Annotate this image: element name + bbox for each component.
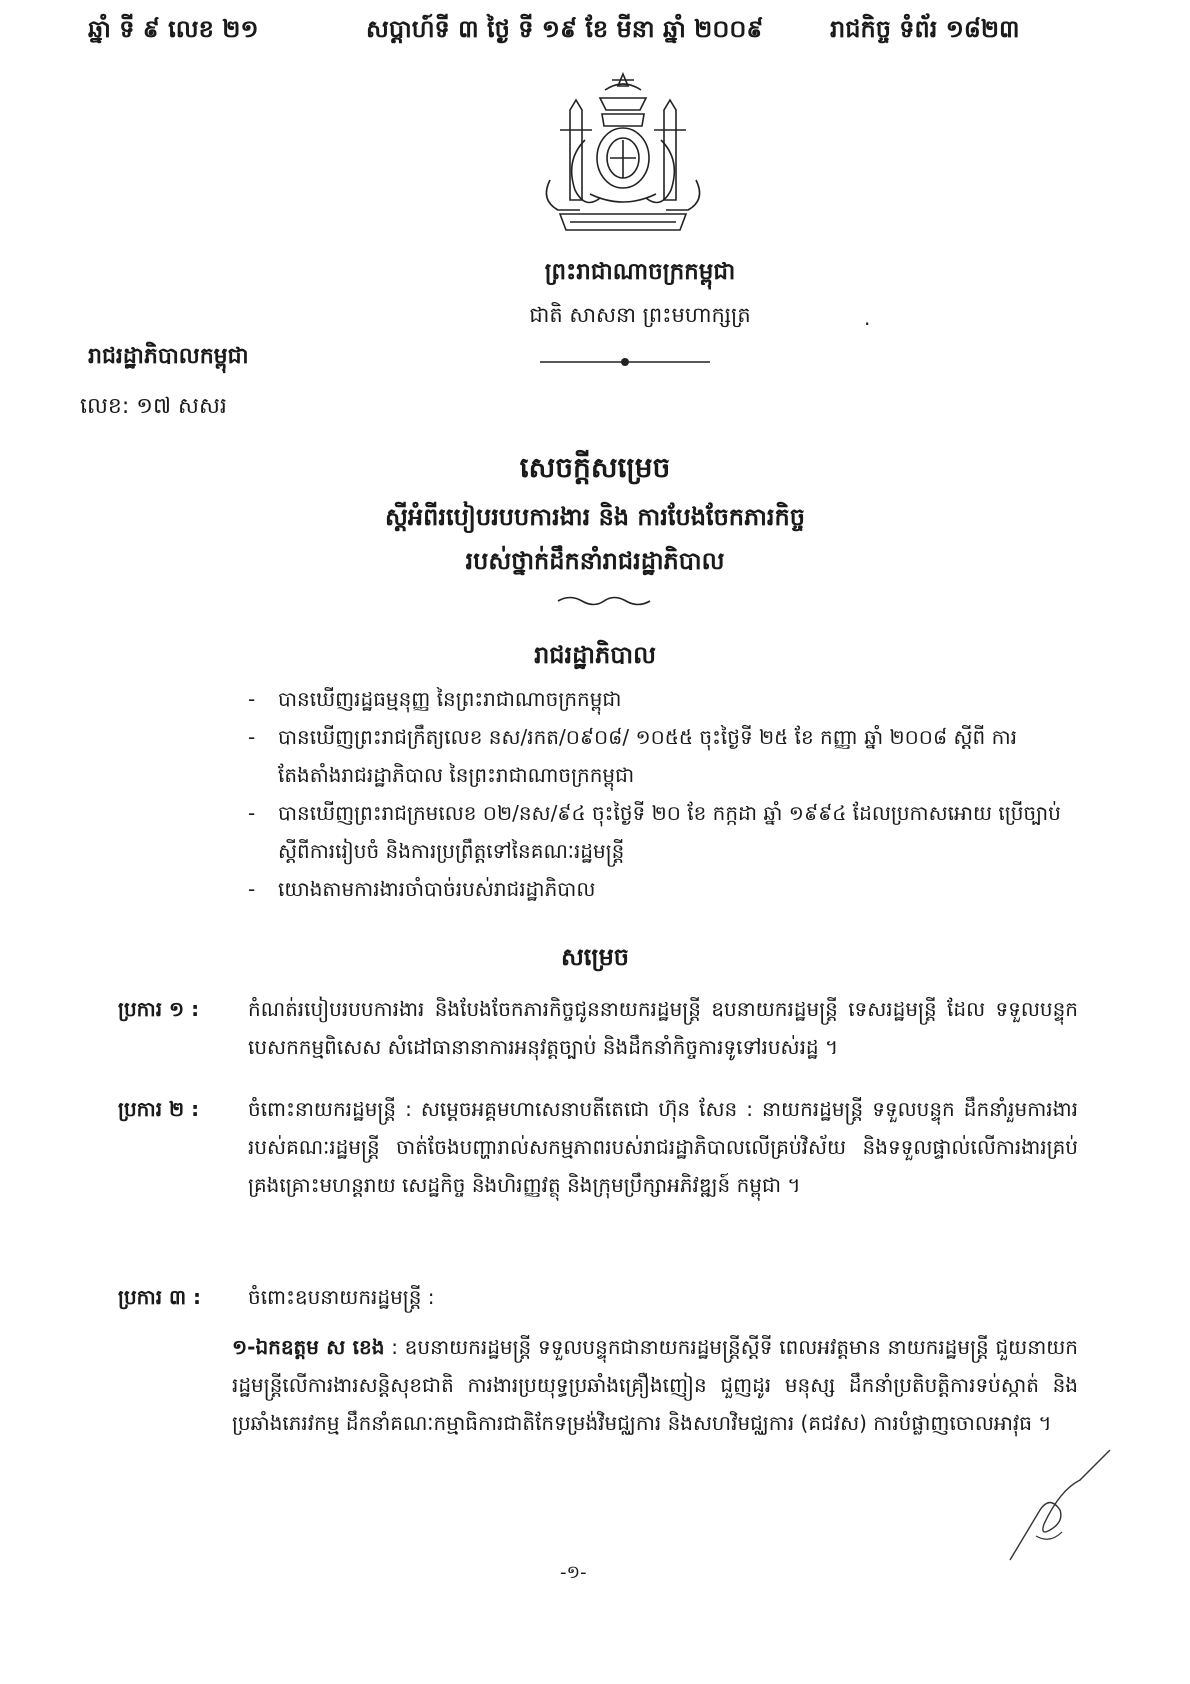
recitals-list bbox=[248, 680, 1078, 908]
recital-item: - យោងតាមការងារចាំបាច់របស់រាជរដ្ឋាភិបាល bbox=[248, 877, 596, 901]
kingdom-name: ព្រះរាជាណាចក្រកម្ពុជា bbox=[544, 259, 736, 285]
gazette-date: សប្ដាហ៍ទី ៣ ថ្ងៃ ទី ១៩ ខែ មីនា ឆ្នាំ ២០០៩ bbox=[366, 15, 764, 43]
government-heading: រាជរដ្ឋាភិបាល bbox=[534, 641, 656, 669]
gazette-page: រាជកិច្ច ទំព័រ ១៨២៣ bbox=[830, 15, 1020, 43]
recital-text: បានឃើញព្រះរាជក្រឹត្យលេខ នស/រកត/០៩០៨/ ១០៥៥ ចុះថ្ងៃទី ២៥ ខែ កញ្ញា ឆ្នាំ ២០០៨ ស្ដីពី ការតែងតាំងរាជរដ្ឋាភិបាល នៃព្រះរាជាណាចក្រកម្ពុជា bbox=[278, 725, 1017, 787]
handwritten-signature bbox=[1000, 1440, 1120, 1570]
motto-dots: . bbox=[864, 306, 871, 330]
issuing-office: រាជរដ្ឋាភិបាលកម្ពុជា bbox=[88, 344, 249, 369]
article-body: ចំពោះឧបនាយករដ្ឋមន្ត្រី : bbox=[248, 1285, 435, 1309]
recital-text: បានឃើញព្រះរាជក្រមលេខ ០២/នស/៩៤ ចុះថ្ងៃទី ២០ ខែ កក្កដា ឆ្នាំ ១៩៩៤ ដែលប្រកាសអោយ ប្រើច្បាប់ ស្ដីពីការរៀបចំ និងការប្រព្រឹត្តទៅនៃគណៈរដ្ឋមន្ត្រី bbox=[278, 801, 1061, 863]
subject-line-2: របស់ថ្នាក់ដឹកនាំរាជរដ្ឋាភិបាល bbox=[465, 547, 725, 575]
subject-line-1: ស្ដីអំពីរបៀបរបបការងារ និង ការបែងចែកភារកិច្ច bbox=[385, 503, 805, 531]
small-ornament-icon bbox=[556, 594, 652, 608]
page-number: -១- bbox=[560, 1562, 587, 1583]
recital-text: បានឃើញរដ្ឋធម្មនុញ្ញ នៃព្រះរាជាណាចក្រកម្ពុជា bbox=[278, 687, 622, 711]
national-motto: ជាតិ សាសនា ព្រះមហាក្សត្រ bbox=[529, 303, 751, 327]
recital-item: - បានឃើញព្រះរាជក្រមលេខ ០២/នស/៩៤ ចុះថ្ងៃទី ២០ ខែ កក្កដា ឆ្នាំ ១៩៩៤ ដែលប្រកាសអោយ ប្រើច្បាប់ ស្ដីពីការរៀបចំ និងការប្រព្រឹត្តទៅនៃគណៈរដ្ឋមន្ត្រី bbox=[248, 801, 1061, 863]
gazette-issue: ឆ្នាំ ទី ៩ លេខ ២១ bbox=[88, 15, 259, 43]
article-1 bbox=[118, 990, 1078, 1066]
deputy-pm-duties: : ឧបនាយករដ្ឋមន្ត្រី ទទួលបន្ទុកជានាយករដ្ឋមន្ត្រីស្ដីទី ពេលអវត្តមាន នាយករដ្ឋមន្ត្រី ជួយនាយករដ្ឋមន្ត្រីលើការងារសន្តិសុខជាតិ ការងារប្រយុទ្ធប្រឆាំងគ្រឿងញៀន ជួញដូរ មនុស្ស ដឹកនាំប្រតិបត្តិការទប់ស្កាត់ និងប្រឆាំងភេរវកម្ម ដឹកនាំគណៈកម្មាធិការជាតិកែទម្រង់វិមជ្ឈការ និងសហវិមជ្ឈការ (គជវស) ការបំផ្លាញចោលអាវុធ ។ bbox=[232, 1335, 1078, 1435]
article-label: ប្រការ ៣ : bbox=[118, 1285, 202, 1309]
recital-item: - បានឃើញរដ្ឋធម្មនុញ្ញ នៃព្រះរាជាណាចក្រកម្ពុជា bbox=[248, 687, 622, 711]
deputy-pm-item bbox=[232, 1328, 1078, 1442]
royal-coat-of-arms-emblem bbox=[530, 70, 716, 244]
article-label: ប្រការ ១ : bbox=[118, 997, 200, 1021]
decision-heading: សម្រេច bbox=[560, 943, 630, 971]
article-body: កំណត់របៀបរបបការងារ និងបែងចែកភារកិច្ចជូននាយករដ្ឋមន្ត្រី ឧបនាយករដ្ឋមន្ត្រី ទេសរដ្ឋមន្ត្រី ដែល ទទួលបន្ទុកបេសកកម្មពិសេស សំដៅធានានាការអនុវត្តច្បាប់ និងដឹកនាំកិច្ចការទូទៅរបស់រដ្ឋ ។ bbox=[248, 997, 1078, 1059]
article-3 bbox=[118, 1278, 1078, 1316]
article-body: ចំពោះនាយករដ្ឋមន្ត្រី : សម្ដេចអគ្គមហាសេនាបតីតេជោ ហ៊ុន សែន : នាយករដ្ឋមន្ត្រី ទទួលបន្ទុក ដឹកនាំរួមការងាររបស់គណៈរដ្ឋមន្ត្រី ចាត់ចែងបញ្ហារាល់សកម្មភាពរបស់រាជរដ្ឋាភិបាលលើគ្រប់វិស័យ និងទទួលផ្ទាល់លើការងារគ្រប់គ្រងគ្រោះមហន្តរាយ សេដ្ឋកិច្ច និងហិរញ្ញវត្ថុ និងក្រុមប្រឹក្សាអភិវឌ្ឍន៍ កម្ពុជា ។ bbox=[248, 1097, 1078, 1197]
recital-item: - បានឃើញព្រះរាជក្រឹត្យលេខ នស/រកត/០៩០៨/ ១០៥៥ ចុះថ្ងៃទី ២៥ ខែ កញ្ញា ឆ្នាំ ២០០៨ ស្ដីពី ការតែងតាំងរាជរដ្ឋាភិបាល នៃព្រះរាជាណាចក្រកម្ពុជា bbox=[248, 725, 1017, 787]
article-label: ប្រការ ២ : bbox=[118, 1097, 200, 1121]
ornamental-divider-icon bbox=[540, 355, 710, 369]
article-2 bbox=[118, 1090, 1078, 1204]
document-title: សេចក្ដីសម្រេច bbox=[519, 451, 671, 484]
reference-number: លេខ: ១៧ សសរ bbox=[80, 394, 227, 419]
recital-text: យោងតាមការងារចាំបាច់របស់រាជរដ្ឋាភិបាល bbox=[278, 877, 596, 901]
deputy-pm-name: ១-ឯកឧត្ដម ស ខេង bbox=[232, 1335, 385, 1359]
